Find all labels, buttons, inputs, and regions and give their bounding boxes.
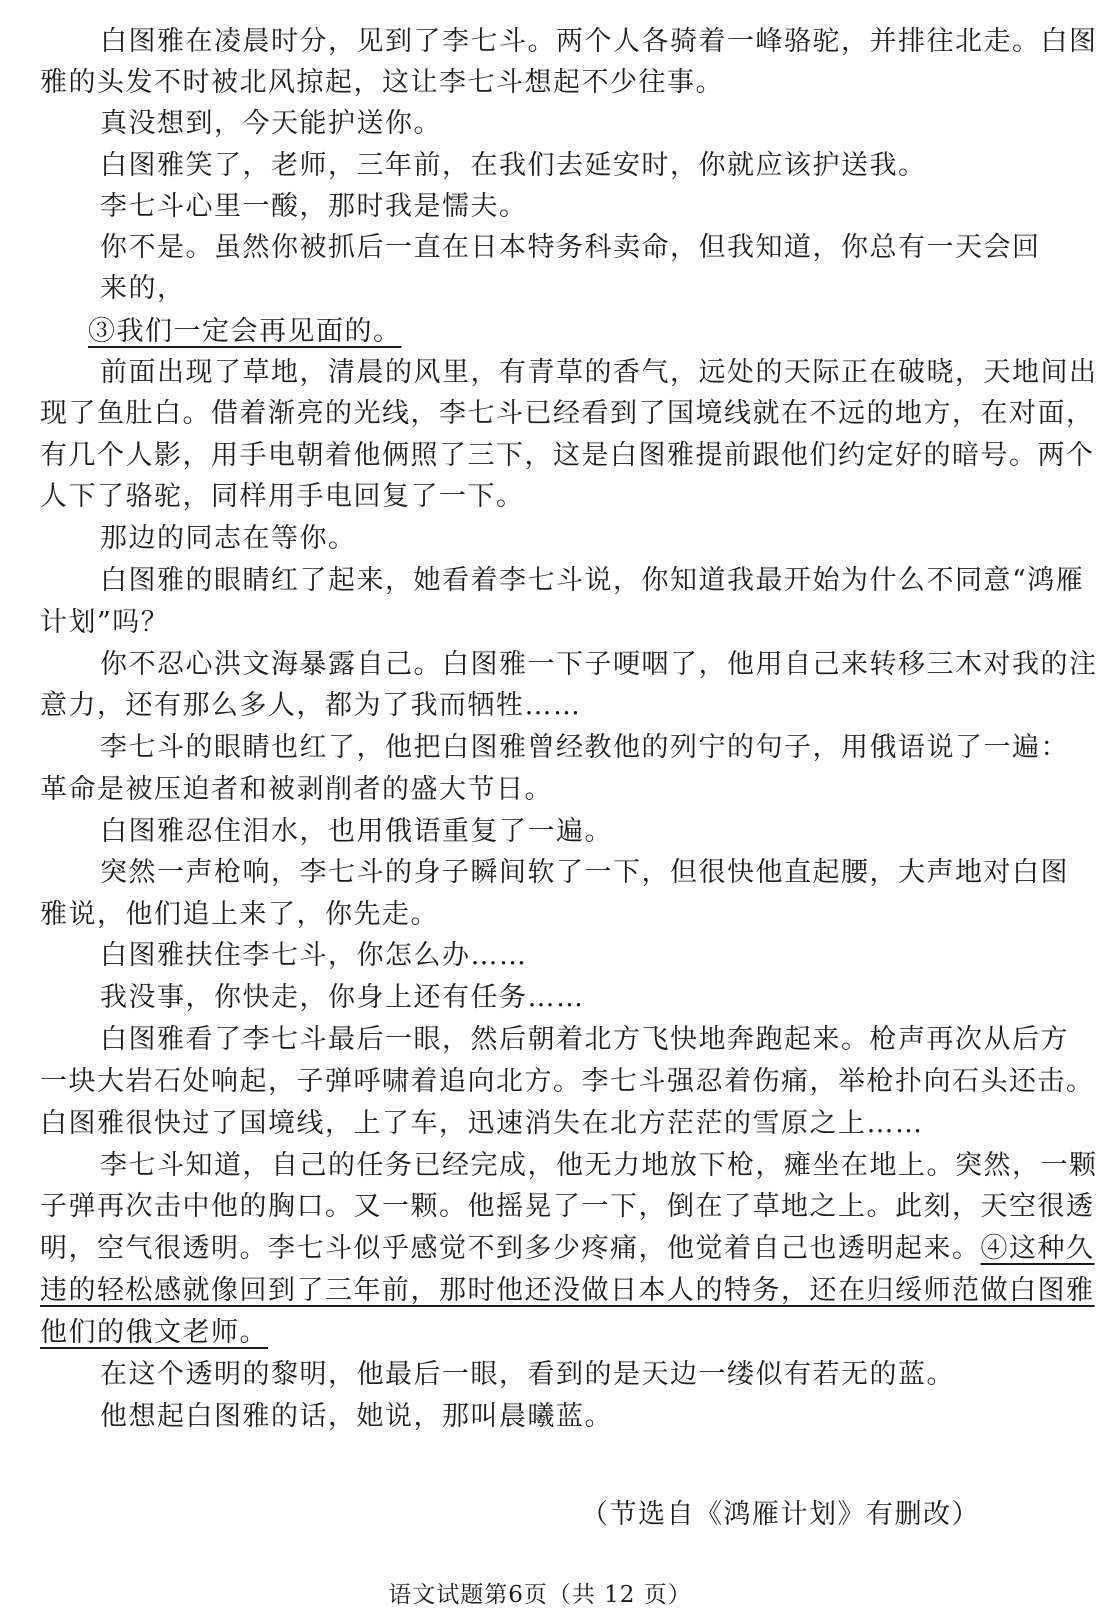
underlined-sentence-4-start: ④这种久 — [980, 1233, 1095, 1264]
text-line: 雅的头发不时被北风掠起，这让李七斗想起不少往事。 — [40, 67, 724, 98]
text-line: 白图雅在凌晨时分，见到了李七斗。两个人各骑着一峰骆驼，并排往北走。白图 — [100, 26, 1098, 57]
underlined-sentence-4-end: 他们的俄文老师。 — [40, 1317, 268, 1348]
text-line: 他想起白图雅的话，她说，那叫晨曦蓝。 — [100, 1401, 613, 1432]
text-line: 有几个人影，用手电朝着他俩照了三下，这是白图雅提前跟他们约定好的暗号。两个 — [40, 440, 1095, 471]
text-line — [40, 1229, 1095, 1269]
text-line: 来的， — [100, 273, 186, 304]
text-line: 李七斗的眼睛也红了，他把白图雅曾经教他的列宁的句子，用俄语说了一遍： — [100, 732, 1069, 763]
text-line: 白图雅的眼睛红了起来，她看着李七斗说，你知道我最开始为什么不同意“鸿雁 — [100, 565, 1085, 596]
text-line: 在这个透明的黎明，他最后一眼，看到的是天边一缕似有若无的蓝。 — [100, 1359, 955, 1390]
text-line: 你不是。虽然你被抓后一直在日本特务科卖命，但我知道，你总有一天会回 — [100, 232, 1041, 263]
text-line: 一块大岩石处响起，子弹呼啸着追向北方。李七斗强忍着伤痛，举枪扑向石头还击。 — [40, 1066, 1095, 1097]
underlined-sentence-4: 违的轻松感就像回到了三年前，那时他还没做日本人的特务，还在归绥师范做白图雅 — [40, 1275, 1095, 1306]
text-line: 白图雅看了李七斗最后一眼，然后朝着北方飞快地奔跑起来。枪声再次从后方 — [100, 1024, 1069, 1055]
text-line: 真没想到，今天能护送你。 — [100, 108, 442, 139]
text-line: 子弹再次击中他的胸口。又一颗。他摇晃了一下，倒在了草地之上。此刻，天空很透 — [40, 1191, 1095, 1222]
text-line: 你不忍心洪文海暴露自己。白图雅一下子哽咽了，他用自己来转移三木对我的注 — [100, 649, 1098, 680]
text-line: 白图雅笑了，老师，三年前，在我们去延安时，你就应该护送我。 — [100, 150, 927, 181]
text-line: 白图雅很快过了国境线，上了车，迅速消失在北方茫茫的雪原之上…… — [40, 1108, 924, 1139]
text-line: 雅说，他们追上来了，你先走。 — [40, 899, 439, 930]
text-line: 李七斗心里一酸，那时我是懦夫。 — [100, 191, 528, 222]
text-line: 前面出现了草地，清晨的风里，有青草的香气，远处的天际正在破晓，天地间出 — [100, 357, 1098, 388]
text-line: 人下了骆驼，同样用手电回复了一下。 — [40, 481, 525, 512]
text-line: 李七斗知道，自己的任务已经完成，他无力地放下枪，瘫坐在地上。突然，一颗 — [100, 1150, 1098, 1181]
text-line: 白图雅忍住泪水，也用俄语重复了一遍。 — [100, 816, 613, 847]
underlined-sentence-3: ③我们一定会再见面的。 — [88, 316, 402, 347]
text-span: 明，空气很透明。李七斗似乎感觉不到多少疼痛，他觉着自己也透明起来。 — [40, 1233, 981, 1264]
text-line: 革命是被压迫者和被剥削者的盛大节日。 — [40, 774, 553, 805]
page-footer: 语文试题第6页（共 12 页） — [388, 1582, 692, 1608]
text-line: 意力，还有那么多人，都为了我而牺牲…… — [40, 690, 582, 721]
source-citation: （节选自《鸿雁计划》有删改） — [581, 1499, 980, 1530]
text-line: 计划”吗？ — [40, 607, 170, 638]
text-line: 白图雅扶住李七斗，你怎么办…… — [100, 940, 528, 971]
text-line: 突然一声枪响，李七斗的身子瞬间软了一下，但很快他直起腰，大声地对白图 — [100, 857, 1069, 888]
text-line: 那边的同志在等你。 — [100, 523, 357, 554]
text-line: 我没事，你快走，你身上还有任务…… — [100, 982, 585, 1013]
text-line: 现了鱼肚白。借着渐亮的光线，李七斗已经看到了国境线就在不远的地方，在对面， — [40, 398, 1095, 429]
